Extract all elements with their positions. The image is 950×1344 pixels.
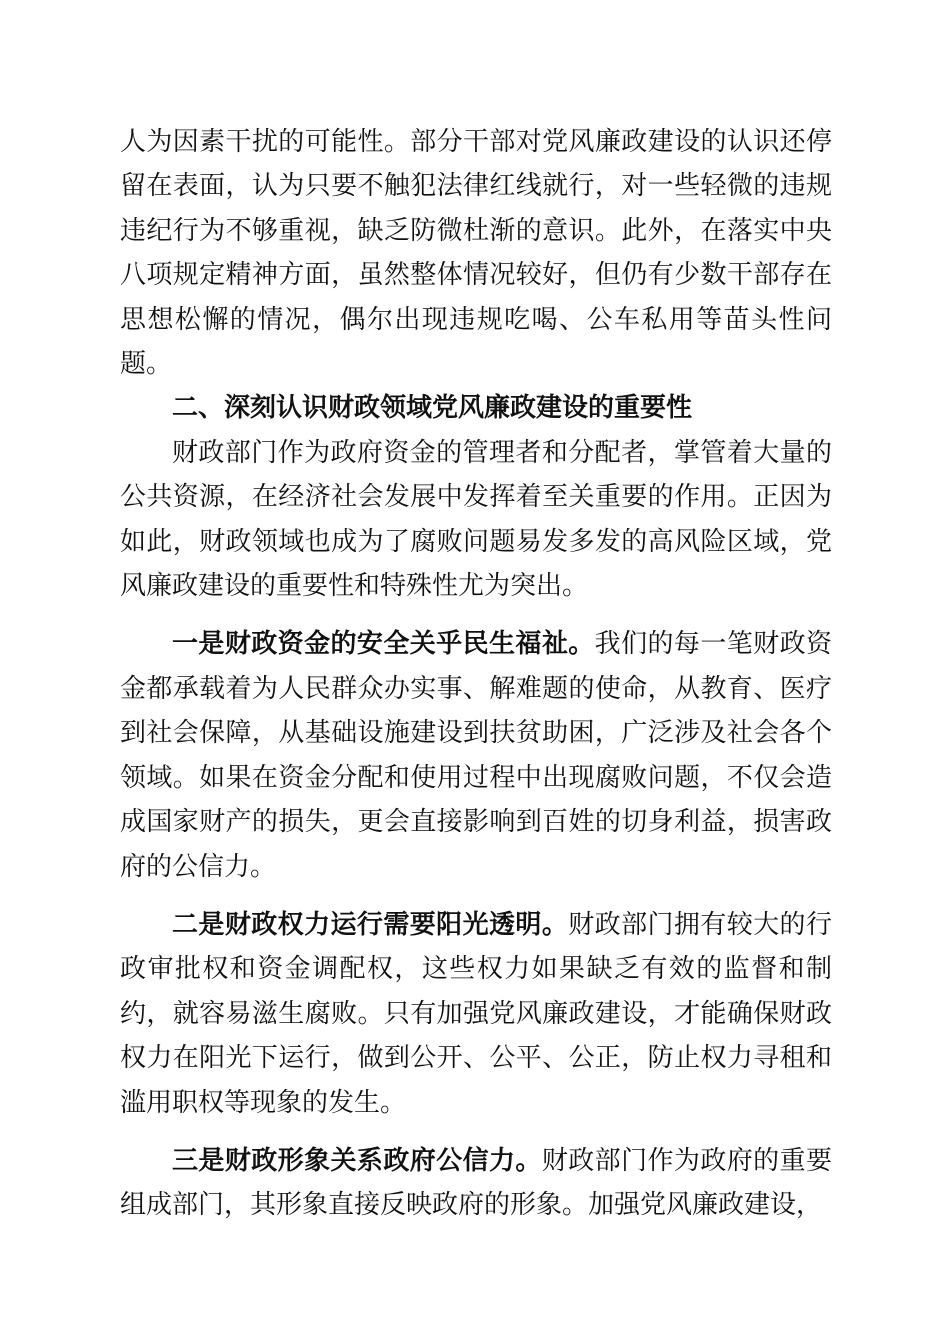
item-lead: 二是财政权力运行需要阳光透明。 [172,909,569,940]
paragraph-item-3 [120,1139,832,1228]
paragraph-text: 人为因素干扰的可能性。部分干部对党风廉政建设的认识还停留在表面，认为只要不触犯法律红线就行，对一些轻微的违规违纪行为不够重视，缺乏防微杜渐的意识。此外，在落实中央八项规定精神方面，虽然整体情况较好，但仍有少数干部存在思想松懈的情况，偶尔出现违规吃喝、公车私用等苗头性问题。 [120,127,832,380]
paragraph-text: 财政部门拥有较大的行政审批权和资金调配权，这些权力如果缺乏有效的监督和制约，就容易滋生腐败。只有加强党风廉政建设，才能确保财政权力在阳光下运行，做到公开、公平、公正，防止权力寻租和滥用职权等现象的发生。 [120,909,832,1118]
paragraph-text: 财政部门作为政府的重要组成部门，其形象直接反映政府的形象。加强党风廉政建设， [120,1145,832,1221]
section-heading [120,386,832,430]
paragraph-text: 我们的每一笔财政资金都承载着为人民群众办实事、解难题的使命，从教育、医疗到社会保障，从基础设施建设到扶贫助困，广泛涉及社会各个领域。如果在资金分配和使用过程中出现腐败问题，不仅会造成国家财产的损失，更会直接影响到百姓的切身利益，损害政府的公信力。 [120,629,832,882]
heading-text: 二、深刻认识财政领域党风廉政建设的重要性 [172,393,693,424]
paragraph-text: 财政部门作为政府资金的管理者和分配者，掌管着大量的公共资源，在经济社会发展中发挥着至关重要的作用。正因为如此，财政领域也成为了腐败问题易发多发的高风险区域，党风廉政建设的重要性和特殊性尤为突出。 [120,437,832,602]
document-body [120,120,832,1228]
paragraph-continuation [120,120,832,386]
paragraph-item-1 [120,622,832,888]
item-lead: 三是财政形象关系政府公信力。 [172,1145,542,1176]
paragraph-body [120,431,832,609]
item-lead: 一是财政资金的安全关乎民生福祉。 [172,629,595,660]
paragraph-item-2 [120,903,832,1125]
